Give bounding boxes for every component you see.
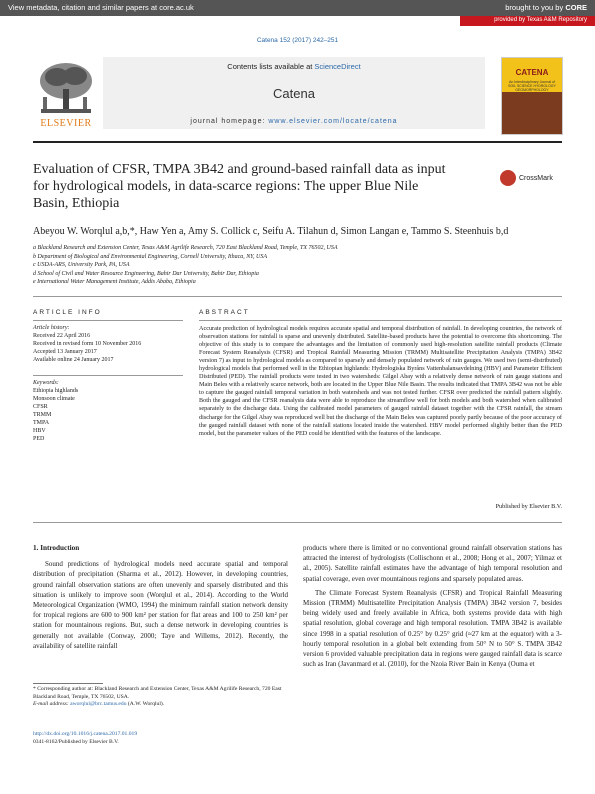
- footnote: [33, 686, 288, 709]
- homepage-link[interactable]: www.elsevier.com/locate/catena: [268, 118, 398, 125]
- email-link[interactable]: aworqlul@brc.tamus.edu: [70, 701, 127, 707]
- divider: [33, 375, 183, 376]
- keyword: TMPA: [33, 420, 50, 426]
- doi-link[interactable]: http://dx.doi.org/10.1016/j.catena.2017.01.019: [33, 731, 138, 737]
- keyword: TRMM: [33, 412, 52, 418]
- publisher-name: ELSEVIER: [40, 118, 92, 129]
- keyword: CFSR: [33, 404, 48, 410]
- repository-bar: provided by Texas A&M Repository: [460, 16, 595, 26]
- divider: [199, 320, 562, 321]
- copyright-line: 0341-8162/Published by Elsevier B.V.: [33, 738, 119, 745]
- keywords: Keywords: Ethiopia highlands Monsoon climate CFSR TRMM TMPA HBV PED: [33, 379, 183, 443]
- abstract-heading: ABSTRACT: [199, 309, 250, 316]
- sciencedirect-link[interactable]: ScienceDirect: [314, 62, 361, 71]
- history-item: Accepted 13 January 2017: [33, 349, 97, 355]
- keyword: HBV: [33, 428, 46, 434]
- paragraph: The Climate Forecast System Reanalysis (CFSR) and Tropical Rainfall Measuring Mission (TRMM) Multisatellite Precipitation Analysis (TMPA) 3B42 version 7, besides being widely used and freely available in Africa, both systems provide data with high spatial resolution, global coverage and high temporal resolution. TMPA 3B42 is available since 1998 in a spatial resolution of 0.25° by 0.25° grid (≈27 km at the equator) with a 3-hourly temporal resolution in a global belt extending from 50° N to 50° S. TMPA 3B42 version 6 provided valuable precipitation data in regions were gauged rainfall data is scarce such as Iran (Javanmard et al. (2010), for the Nzoia River Bain in Kenya (Ouma et: [303, 588, 562, 669]
- header-rule: [33, 141, 562, 143]
- keyword: Monsoon climate: [33, 396, 75, 402]
- published-by: Published by Elsevier B.V.: [495, 503, 562, 510]
- affiliation: a Blackland Research and Extension Center, Texas A&M Agrilife Research, 720 East Blackland Road, Temple, TX 76502, USA: [33, 245, 338, 251]
- core-metadata-link[interactable]: View metadata, citation and similar papers at core.ac.uk: [8, 3, 194, 12]
- journal-reference[interactable]: Catena 152 (2017) 242–251: [256, 37, 339, 44]
- crossmark-badge[interactable]: CrossMark: [500, 169, 553, 187]
- keyword: Ethiopia highlands: [33, 388, 79, 394]
- elsevier-tree-logo: [33, 59, 99, 117]
- body-column-right: [303, 543, 562, 669]
- footnote-rule: [33, 683, 103, 684]
- article-title: Evaluation of CFSR, TMPA 3B42 and ground-based rainfall data as input for hydrological models, in data-scarce regions: The upper Blue Nile Basin, Ethiopia: [33, 162, 446, 211]
- abstract-text: Accurate prediction of hydrological models requires accurate spatial and temporal distribution of rainfall. In developing countries, the network of observation stations for rainfall is sparse and unevenly distributed. Satellite-based products have the potential to overcome this shortcoming. The objective of this study is to compare the advantages and the limitation of commonly used high-resolution satellite rainfall products (Climate Forecast System Reanalysis (CFSR) and Tropical Rainfall Measuring Mission (TRMM) Multisatellite Precipitation Analysis (TMPA) 3B42 version 7) as input to hydrological models as compared to sparsely and densely populated network of rain gauges. We used two (semi-distributed) hydrological models that performed well in the Ethiopian highlands: Hydrologiska Byråns Vattenbalansavdelning (HBV) and Parameter Efficient Distributed (PED). The rainfall products were tested in two watersheds: Gilgel Abay with a relatively dense network of rain gauge stations and Main Beles with a relatively scarce network, both are located in the Upper Blue Nile Basin. The results indicated that TMPA 3B42 was not be able to capture the gauged rainfall temporal variation in both watersheds and was not tested further. CFSR over predicted the rainfall pattern slightly. Both the gauged and the CFSR reanalysis data were able to reproduce the streamflow well for both models and both watershed when calibrated separately to the discharge data. Using the calibrated model parameters of gauged rainfall dataset together with the CFSR rainfall, the stream discharge for the Gilgel Abay was reproduced well but the discharge of the Main Beles was captured poorly partly because of the poor accuracy of the gauged rainfall dataset with none of the rainfall stations located inside the watershed. HBV model performed slightly better than the PED model, but the parameter values of the PED could be identified with the features of the landscape.: [199, 325, 562, 437]
- divider: [33, 522, 562, 523]
- cover-title: CATENA: [515, 68, 549, 77]
- divider: [33, 320, 183, 321]
- cover-subtitle: An Interdisciplinary Journal of SOIL SCIENCE HYDROLOGY GEOMORPHOLOGY: [508, 80, 556, 93]
- doi-block: [33, 731, 288, 746]
- crossmark-icon: [500, 170, 516, 186]
- affiliation: c USDA-ARS, University Park, PA, USA: [33, 262, 130, 268]
- core-brought-by: brought to you by CORE: [505, 3, 587, 12]
- cover-image: [502, 92, 562, 134]
- paragraph: Sound predictions of hydrological models need accurate spatial and temporal distribution of precipitation (Sharma et al., 2012). However, in developing countries, ground rainfall observation stations are often unevenly and sparsely distributed and this situation is unlikely to improve soon (Worqlul et al., 2014). According to the World Meteorological Organization (WMO, 1994) the minimum rainfall station network density for tropical regions are 600 to 900 km² per station for flat areas and 100 to 250 km² per station for mountainous regions. But, such a dense network in developing countries is generally not available (Conway, 2000; Taye and Willems, 2012). Recently, the availability of satellite rainfall: [33, 560, 288, 650]
- core-brand[interactable]: CORE: [565, 3, 587, 12]
- email-line: E-mail address: aworqlul@brc.tamus.edu (A.W. Worqlul).: [33, 701, 165, 707]
- history-item: Available online 24 January 2017: [33, 357, 114, 363]
- affiliations: [33, 244, 562, 287]
- journal-name: Catena: [273, 86, 315, 101]
- journal-cover[interactable]: [501, 57, 563, 135]
- body-column-left: [33, 543, 288, 651]
- history-item: Received 22 April 2016: [33, 333, 91, 339]
- contents-line: Contents lists available at ScienceDirect: [227, 62, 361, 71]
- core-top-bar: [0, 0, 595, 16]
- affiliation: e International Water Management Institute, Addis Ababa, Ethiopia: [33, 279, 196, 285]
- divider: [33, 296, 562, 297]
- paragraph: products where there is limited or no conventional ground rainfall observation stations has attracted the interest of hydrologists (Collischonn et al., 2008; Hong et al., 2007; Yilmaz et al., 2005). Satellite rainfall estimates have the advantage of high temporal resolution and spatial coverage, even over mountainous regions and sparsely populated areas.: [303, 544, 562, 583]
- article-history: Article history: Received 22 April 2016 Received in revised form 10 November 2016 Accepted 13 January 2017 Available online 24 January 2017: [33, 324, 183, 364]
- affiliation: d School of Civil and Water Resource Engineering, Bahir Dar University, Bahir Dar, Ethiopia: [33, 270, 259, 277]
- corresponding-author-note: * Corresponding author at: Blackland Research and Extension Center, Texas A&M Agrilife Research, 720 East Blackland Road, Temple, TX 76502, USA.: [33, 686, 282, 700]
- affiliation: b Department of Biological and Environmental Engineering, Cornell University, Ithaca, NY, USA: [33, 253, 268, 260]
- article-info-heading: ARTICLE INFO: [33, 309, 102, 316]
- journal-homepage: journal homepage: www.elsevier.com/locate/catena: [190, 118, 398, 125]
- section-heading: 1. Introduction: [33, 544, 80, 552]
- author-list: Abeyou W. Worqlul a,b,*, Haw Yen a, Amy S. Collick c, Seifu A. Tilahun d, Simon Langan e, Tammo S. Steenhuis b,d: [33, 226, 509, 237]
- keyword: PED: [33, 436, 45, 442]
- history-item: Received in revised form 10 November 2016: [33, 341, 142, 347]
